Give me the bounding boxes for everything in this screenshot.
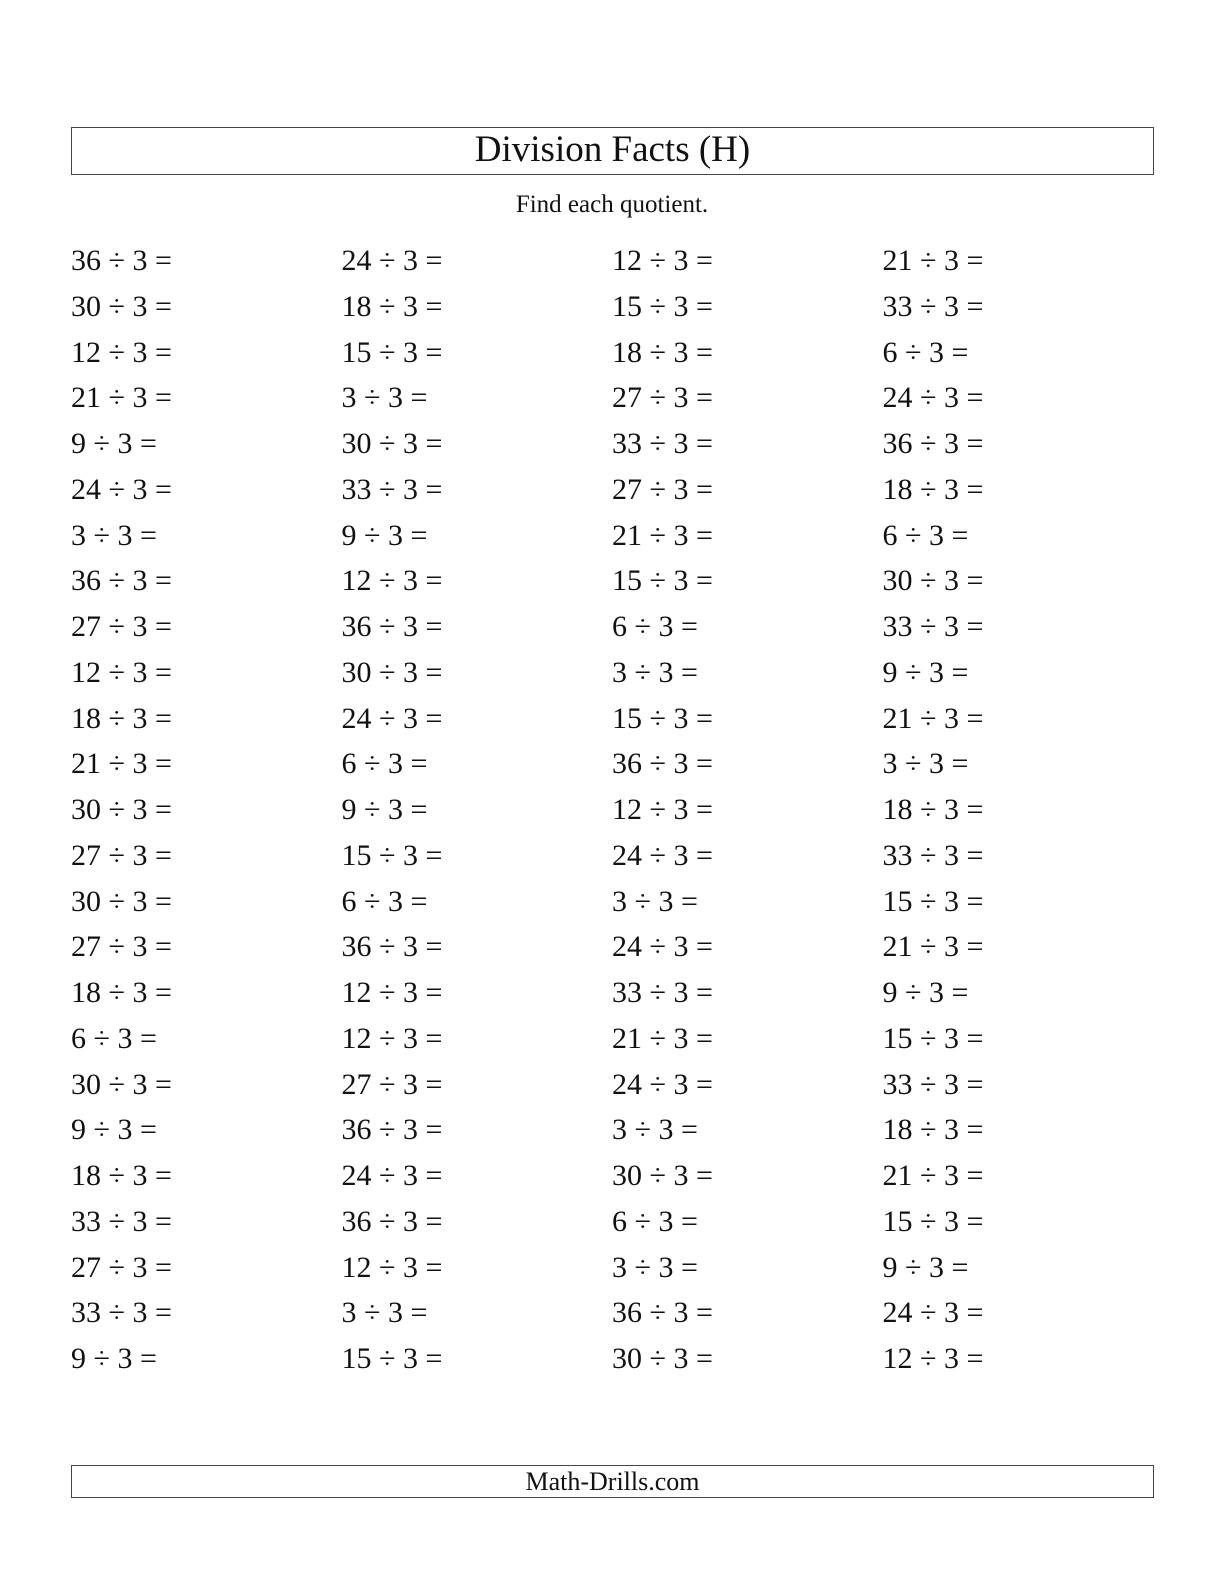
instructions: Find each quotient. <box>515 191 709 218</box>
problem: 24 ÷ 3 = <box>882 381 984 415</box>
problem: 24 ÷ 3 = <box>71 472 172 506</box>
problem-row <box>71 241 1161 287</box>
footer-box <box>71 1465 1154 1498</box>
problem: 6 ÷ 3 = <box>341 747 428 781</box>
problem-row <box>71 333 1161 379</box>
problem: 15 ÷ 3 = <box>612 289 713 323</box>
problem: 9 ÷ 3 = <box>341 518 428 552</box>
problem: 24 ÷ 3 = <box>341 1159 443 1192</box>
problem: 3 ÷ 3 = <box>341 381 428 415</box>
problem: 12 ÷ 3 = <box>71 335 172 369</box>
problem: 6 ÷ 3 = <box>612 610 698 643</box>
problem: 21 ÷ 3 = <box>612 1021 713 1055</box>
problem-row <box>71 424 1161 470</box>
problem: 30 ÷ 3 = <box>71 1067 172 1101</box>
problem: 36 ÷ 3 = <box>341 610 443 643</box>
problem: 21 ÷ 3 = <box>71 381 172 415</box>
problem-row <box>71 1248 1161 1294</box>
problem-row <box>71 699 1161 745</box>
problem: 30 ÷ 3 = <box>341 655 443 689</box>
problem: 36 ÷ 3 = <box>882 427 984 460</box>
problem: 18 ÷ 3 = <box>71 976 172 1009</box>
problem: 36 ÷ 3 = <box>71 244 172 277</box>
problem: 3 ÷ 3 = <box>612 1113 698 1147</box>
problem: 3 ÷ 3 = <box>612 884 698 918</box>
problem-row <box>71 790 1161 836</box>
problem: 33 ÷ 3 = <box>882 838 984 872</box>
problem: 30 ÷ 3 = <box>612 1159 713 1192</box>
problem: 33 ÷ 3 = <box>612 427 713 460</box>
problem: 6 ÷ 3 = <box>341 884 428 918</box>
problem: 12 ÷ 3 = <box>71 655 172 689</box>
problem: 15 ÷ 3 = <box>882 1021 984 1055</box>
problem-row <box>71 927 1161 973</box>
problem: 6 ÷ 3 = <box>71 1021 157 1055</box>
problem: 33 ÷ 3 = <box>71 1204 172 1238</box>
problem: 6 ÷ 3 = <box>612 1204 698 1238</box>
problem: 21 ÷ 3 = <box>612 518 713 552</box>
problem: 18 ÷ 3 = <box>341 289 443 323</box>
problem-row <box>71 1065 1161 1111</box>
problem: 27 ÷ 3 = <box>612 381 713 415</box>
problem: 6 ÷ 3 = <box>882 335 969 369</box>
problem: 9 ÷ 3 = <box>71 427 157 460</box>
problem-row <box>71 378 1161 424</box>
problem: 12 ÷ 3 = <box>341 1021 443 1055</box>
problem-row <box>71 882 1161 928</box>
problem: 36 ÷ 3 = <box>612 747 713 781</box>
problem: 36 ÷ 3 = <box>341 930 443 964</box>
problem: 15 ÷ 3 = <box>341 1342 443 1375</box>
problem: 30 ÷ 3 = <box>341 427 443 460</box>
problem: 15 ÷ 3 = <box>341 335 443 369</box>
problem-row <box>71 836 1161 882</box>
problem-row <box>71 1202 1161 1248</box>
problem: 9 ÷ 3 = <box>882 655 969 689</box>
problem: 6 ÷ 3 = <box>882 518 969 552</box>
problem: 33 ÷ 3 = <box>71 1296 172 1330</box>
problem-grid <box>71 241 1161 1385</box>
problem: 9 ÷ 3 = <box>882 1250 969 1284</box>
problem: 33 ÷ 3 = <box>341 472 443 506</box>
problem: 15 ÷ 3 = <box>882 884 984 918</box>
problem: 18 ÷ 3 = <box>71 701 172 735</box>
problem: 30 ÷ 3 = <box>71 884 172 918</box>
problem: 24 ÷ 3 = <box>612 1067 713 1101</box>
problem: 3 ÷ 3 = <box>612 1250 698 1284</box>
problem: 24 ÷ 3 = <box>341 701 443 735</box>
problem: 15 ÷ 3 = <box>882 1204 984 1238</box>
problem: 3 ÷ 3 = <box>612 655 698 689</box>
problem: 36 ÷ 3 = <box>612 1296 713 1330</box>
problem: 21 ÷ 3 = <box>882 930 984 964</box>
problem: 27 ÷ 3 = <box>71 1250 172 1284</box>
problem: 24 ÷ 3 = <box>612 930 713 964</box>
problem: 12 ÷ 3 = <box>882 1342 984 1375</box>
problem: 30 ÷ 3 = <box>71 289 172 323</box>
problem: 9 ÷ 3 = <box>882 976 969 1009</box>
problem: 18 ÷ 3 = <box>882 793 984 826</box>
problem: 21 ÷ 3 = <box>71 747 172 781</box>
problem: 9 ÷ 3 = <box>71 1342 157 1375</box>
problem: 27 ÷ 3 = <box>71 930 172 964</box>
problem: 12 ÷ 3 = <box>341 1250 443 1284</box>
problem-row <box>71 973 1161 1019</box>
problem: 18 ÷ 3 = <box>882 472 984 506</box>
problem: 33 ÷ 3 = <box>612 976 713 1009</box>
problem: 36 ÷ 3 = <box>341 1204 443 1238</box>
problem-row <box>71 744 1161 790</box>
problem-row <box>71 607 1161 653</box>
problem: 27 ÷ 3 = <box>71 610 172 643</box>
problem: 33 ÷ 3 = <box>882 610 984 643</box>
problem: 27 ÷ 3 = <box>71 838 172 872</box>
problem-row <box>71 561 1161 607</box>
problem: 3 ÷ 3 = <box>882 747 969 781</box>
problem-row <box>71 470 1161 516</box>
problem-row <box>71 653 1161 699</box>
problem-row <box>71 1110 1161 1156</box>
problem: 15 ÷ 3 = <box>612 564 713 598</box>
problem: 24 ÷ 3 = <box>882 1296 984 1330</box>
problem: 9 ÷ 3 = <box>341 793 428 826</box>
problem: 12 ÷ 3 = <box>612 793 713 826</box>
title-box <box>71 127 1154 175</box>
problem: 9 ÷ 3 = <box>71 1113 157 1147</box>
problem: 21 ÷ 3 = <box>882 244 984 277</box>
problem: 27 ÷ 3 = <box>612 472 713 506</box>
problem: 3 ÷ 3 = <box>71 518 157 552</box>
problem: 18 ÷ 3 = <box>612 335 713 369</box>
problem-row <box>71 1156 1161 1202</box>
problem: 24 ÷ 3 = <box>612 838 713 872</box>
problem: 36 ÷ 3 = <box>71 564 172 598</box>
problem-row <box>71 1019 1161 1065</box>
problem: 18 ÷ 3 = <box>882 1113 984 1147</box>
worksheet-title: Division Facts (H) <box>474 129 751 170</box>
problem: 24 ÷ 3 = <box>341 244 443 277</box>
problem: 12 ÷ 3 = <box>612 244 713 277</box>
problem: 15 ÷ 3 = <box>341 838 443 872</box>
problem: 30 ÷ 3 = <box>882 564 984 598</box>
problem: 18 ÷ 3 = <box>71 1159 172 1192</box>
problem-row <box>71 516 1161 562</box>
problem: 15 ÷ 3 = <box>612 701 713 735</box>
footer-site: Math-Drills.com <box>525 1467 700 1496</box>
problem: 33 ÷ 3 = <box>882 289 984 323</box>
problem: 21 ÷ 3 = <box>882 701 984 735</box>
problem: 12 ÷ 3 = <box>341 976 443 1009</box>
problem: 12 ÷ 3 = <box>341 564 443 598</box>
problem-row <box>71 1339 1161 1385</box>
problem: 3 ÷ 3 = <box>341 1296 428 1330</box>
problem: 27 ÷ 3 = <box>341 1067 443 1101</box>
problem: 30 ÷ 3 = <box>612 1342 713 1375</box>
problem-row <box>71 287 1161 333</box>
problem: 36 ÷ 3 = <box>341 1113 443 1147</box>
problem: 33 ÷ 3 = <box>882 1067 984 1101</box>
problem: 21 ÷ 3 = <box>882 1159 984 1192</box>
problem: 30 ÷ 3 = <box>71 793 172 826</box>
problem-row <box>71 1293 1161 1339</box>
